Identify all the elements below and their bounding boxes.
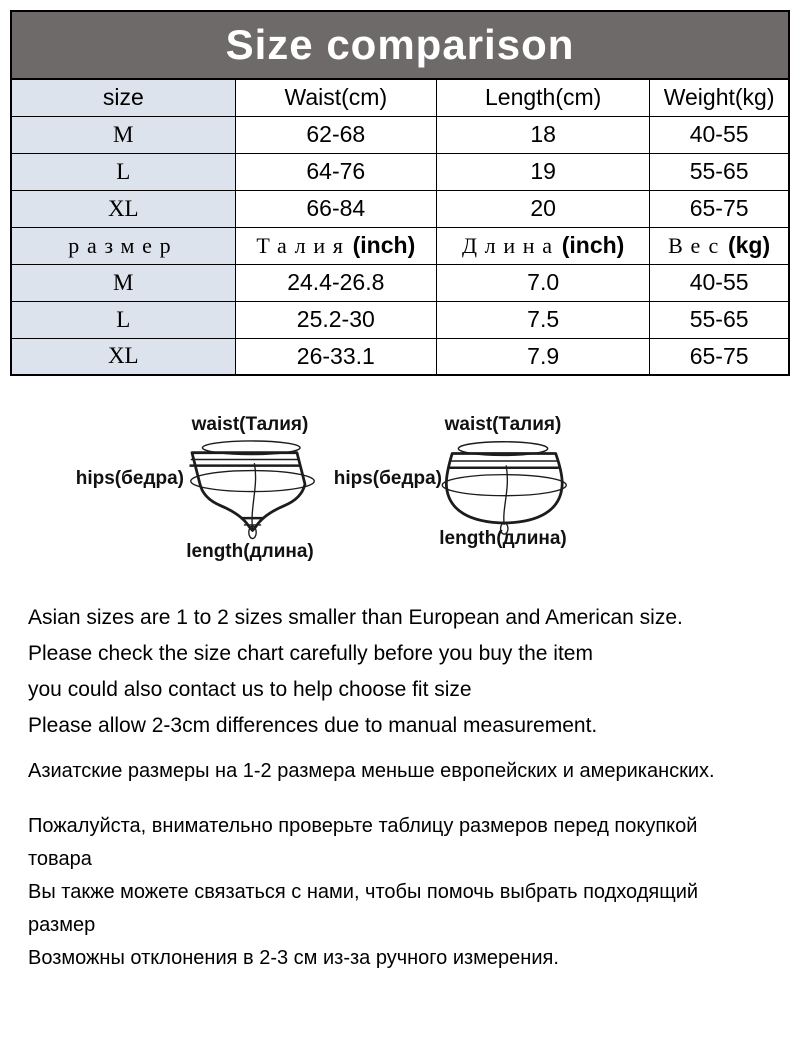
cell-waist: 25.2-30 [235, 301, 437, 338]
razmer-label: размер [68, 233, 179, 258]
cell-weight: 55-65 [650, 153, 789, 190]
cell-waist: 26-33.1 [235, 338, 437, 375]
cell-size: XL [11, 190, 235, 227]
brief-waist-label: waist(Талия) [191, 414, 309, 435]
notes-section [28, 600, 790, 975]
cell-length: 7.0 [437, 264, 650, 301]
table-header-row [11, 79, 789, 116]
cell-waist: 66-84 [235, 190, 437, 227]
table-ru-header-row [11, 227, 789, 264]
cell-weight: 55-65 [650, 301, 789, 338]
measurement-diagrams [0, 385, 800, 600]
brief-length-label: length(длина) [186, 541, 314, 562]
col-header-size: size [11, 79, 235, 116]
table-row-l-cm [11, 153, 789, 190]
table-row-m-cm [11, 116, 789, 153]
cell-weight: 40-55 [650, 264, 789, 301]
cell-size: M [11, 264, 235, 301]
table-row-m-inch [11, 264, 789, 301]
note-ru-line: товара [28, 848, 92, 870]
weight-unit-label: (kg) [727, 232, 771, 258]
note-ru-line: Пожалуйста, внимательно проверьте таблицу размеров перед покупкой [28, 815, 698, 837]
waist-unit-label: (inch) [352, 232, 416, 258]
boyshort-length-label: length(длина) [439, 528, 567, 549]
col-header-waist-inch [235, 227, 437, 264]
cell-weight: 40-55 [650, 116, 789, 153]
page-title: Size comparison [225, 21, 575, 68]
cell-waist: 24.4-26.8 [235, 264, 437, 301]
title-banner [10, 10, 790, 78]
brief-diagram [175, 436, 330, 541]
col-header-length-cm: Length(cm) [437, 79, 650, 116]
boyshort-waist-label: waist(Талия) [444, 414, 562, 435]
table-row-xl-cm [11, 190, 789, 227]
col-header-length-inch [437, 227, 650, 264]
col-header-waist-cm: Waist(cm) [235, 79, 437, 116]
ves-label: Вес [668, 233, 726, 258]
cell-length: 19 [437, 153, 650, 190]
hips-ring [191, 471, 315, 492]
boyshort-hips-label: hips(бедра) [333, 468, 442, 489]
taliya-label: Талия [256, 233, 351, 258]
cell-waist: 64-76 [235, 153, 437, 190]
cell-size: XL [11, 338, 235, 375]
table-row-xl-inch [11, 338, 789, 375]
col-header-weight-kg: Weight(kg) [650, 79, 789, 116]
size-table [10, 78, 790, 376]
note-ru-line: Азиатские размеры на 1-2 размера меньше европейских и американских. [28, 760, 715, 782]
cell-length: 18 [437, 116, 650, 153]
cell-length: 20 [437, 190, 650, 227]
note-en-line: Asian sizes are 1 to 2 sizes smaller than European and American size. [28, 606, 683, 629]
note-en-line: Please check the size chart carefully before you buy the item [28, 642, 593, 665]
cell-length: 7.5 [437, 301, 650, 338]
table-row-l-inch [11, 301, 789, 338]
cell-weight: 65-75 [650, 190, 789, 227]
col-header-ves-kg [650, 227, 789, 264]
boyshort-diagram [428, 436, 583, 543]
dlina-label: Длина [461, 233, 560, 258]
cell-size: L [11, 301, 235, 338]
note-ru-line: Вы также можете связаться с нами, чтобы помочь выбрать подходящий [28, 881, 699, 903]
hips-ring [442, 475, 566, 496]
brief-hips-label: hips(бедра) [75, 468, 184, 489]
length-unit-label: (inch) [561, 232, 625, 258]
note-ru-line: Возможны отклонения в 2-3 см из-за ручного измерения. [28, 947, 559, 969]
cell-size: M [11, 116, 235, 153]
cell-weight: 65-75 [650, 338, 789, 375]
cell-waist: 62-68 [235, 116, 437, 153]
cell-size: L [11, 153, 235, 190]
note-en-line: you could also contact us to help choose fit size [28, 678, 472, 701]
col-header-razmer [11, 227, 235, 264]
note-ru-line: размер [28, 914, 96, 936]
cell-length: 7.9 [437, 338, 650, 375]
note-en-line: Please allow 2-3cm differences due to manual measurement. [28, 714, 598, 737]
